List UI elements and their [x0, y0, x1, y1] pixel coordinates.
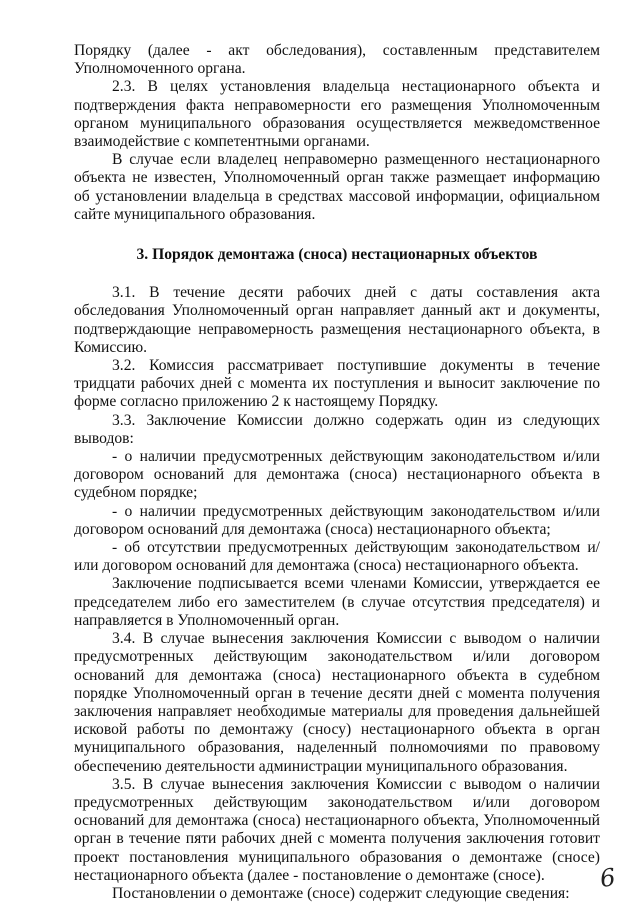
- paragraph-3-4: 3.4. В случае вынесения заключения Комиссии с выводом о наличии предусмотренных действующим законодательством и/или договором оснований для демонтажа (сноса) нестационарного объекта в судебном порядке Уполномоченный орган в течение десяти дней с момента получения заключения направляет необходимые материалы для проведения дальнейшей исковой работы по демонтажу (сносу) нестационарного объекта в орган муниципального образования, наделенный полномочиями по правовому обеспечению деятельности администрации муниципального образования.: [74, 630, 600, 775]
- paragraph-3-1: 3.1. В течение десяти рабочих дней с даты составления акта обследования Уполномоченный орган направляет данный акт и документы, подтверждающие неправомерность размещения нестационарного объекта, в Комиссию.: [74, 284, 600, 356]
- list-item-court-order: - о наличии предусмотренных действующим законодательством и/или договором оснований для демонтажа (сноса) нестационарного объекта в судебном порядке;: [74, 448, 600, 502]
- page-number: 6: [598, 863, 618, 893]
- paragraph-continuation: Порядку (далее - акт обследования), составленным представителем Уполномоченного органа.: [74, 42, 600, 78]
- paragraph-2-3: 2.3. В целях установления владельца нестационарного объекта и подтверждения факта неправомерности его размещения Уполномоченным органом муниципального образования осуществляется межведомственное взаимодействие с компетентными органами.: [74, 78, 600, 151]
- list-item-grounds-present: - о наличии предусмотренных действующим законодательством и/или договором оснований для демонтажа (сноса) нестационарного объекта;: [74, 502, 600, 538]
- list-item-grounds-absent: - об отсутствии предусмотренных действующим законодательством и/или договором оснований для демонтажа (сноса) нестационарного объекта.: [74, 539, 600, 575]
- paragraph-resolution-contents: Постановлении о демонтаже (сносе) содержит следующие сведения:: [112, 884, 570, 902]
- document-body: [74, 42, 600, 903]
- paragraph-3-2: 3.2. Комиссия рассматривает поступившие документы в течение тридцати рабочих дней с момента их поступления и выносит заключение по форме согласно приложению 2 к настоящему Порядку.: [74, 357, 600, 411]
- paragraph-signing: Заключение подписывается всеми членами Комиссии, утверждается ее председателем либо его заместителем (в случае отсутствия председателя) и направляется в Уполномоченный орган.: [74, 575, 600, 629]
- section-heading: 3. Порядок демонтажа (сноса) нестационарных объектов: [136, 246, 538, 264]
- paragraph-3-5: 3.5. В случае вынесения заключения Комиссии с выводом о наличии предусмотренных действующим законодательством и/или договором оснований для демонтажа (сноса) нестационарного объекта, Уполномоченный орган в течение пяти рабочих дней с момента получения заключения готовит проект постановления муниципального образования о демонтаже (сносе) нестационарного объекта (далее - постановление о демонтаже (сносе).: [74, 775, 600, 884]
- paragraph-3-3: 3.3. Заключение Комиссии должно содержать один из следующих выводов:: [74, 411, 600, 447]
- paragraph-owner-unknown: В случае если владелец неправомерно размещенного нестационарного объекта не известен, Уполномоченный орган также размещает информацию об установлении владельца в средствах массовой информации, официальном сайте муниципального образования.: [74, 151, 600, 223]
